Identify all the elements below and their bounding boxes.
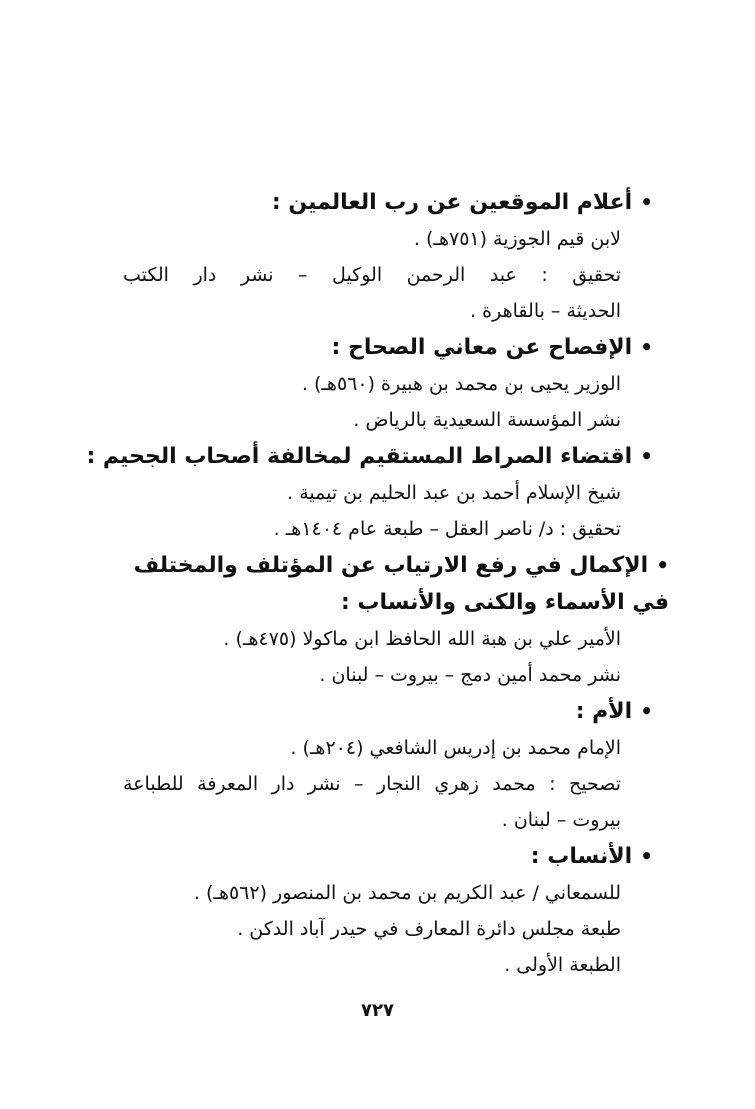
- entry-title: [123, 838, 653, 875]
- reference-entry: [123, 693, 653, 838]
- reference-entry: [123, 184, 653, 329]
- entry-title: [123, 329, 653, 366]
- entry-title-text: الأنساب :: [530, 844, 633, 869]
- entry-line: شيخ الإسلام أحمد بن عبد الحليم بن تيمية .: [287, 482, 621, 504]
- entry-line: نشر المؤسسة السعيدية بالرياض .: [353, 409, 621, 431]
- bullet-icon: •: [640, 444, 653, 468]
- reference-entry: [86, 438, 653, 547]
- entry-title: [123, 693, 653, 730]
- bullet-icon: •: [656, 553, 669, 577]
- entry-line: تحقيق : عبد الرحمن الوكيل – نشر دار الكتب: [123, 264, 621, 286]
- references-list: [86, 184, 669, 983]
- page-number: ٧٢٧: [361, 1000, 394, 1021]
- entry-title-text: الإفصاح عن معاني الصحاح :: [331, 335, 633, 360]
- entry-title: [129, 547, 669, 621]
- entry-line: للسمعاني / عبد الكريم بن محمد بن المنصور (٥٦٢هـ) .: [193, 882, 621, 904]
- entry-title-text: الإكمال في رفع الارتياب عن المؤتلف والمختلف في الأسماء والكنى والأنساب :: [133, 553, 669, 615]
- bullet-icon: •: [640, 844, 653, 868]
- entry-line: طبعة مجلس دائرة المعارف في حيدر آباد الدكن .: [237, 918, 621, 940]
- bullet-icon: •: [640, 699, 653, 723]
- entry-title-text: اقتضاء الصراط المستقيم لمخالفة أصحاب الجحيم :: [86, 444, 633, 469]
- entry-line: الحديثة – بالقاهرة .: [470, 300, 621, 322]
- entry-line: لابن قيم الجوزية (٧٥١هـ) .: [413, 228, 621, 250]
- entry-line: الإمام محمد بن إدريس الشافعي (٢٠٤هـ) .: [290, 737, 621, 759]
- entry-line: بيروت – لبنان .: [501, 809, 621, 831]
- entry-line: تصحيح : محمد زهري النجار – نشر دار المعرفة للطباعة: [123, 773, 621, 795]
- entry-title-text: الأم :: [575, 699, 633, 724]
- reference-entry: [123, 329, 653, 438]
- entry-line: الوزير يحيى بن محمد بن هبيرة (٥٦٠هـ) .: [301, 373, 621, 395]
- entry-line: الطبعة الأولى .: [504, 954, 621, 976]
- bullet-icon: •: [640, 190, 653, 214]
- reference-entry: [123, 547, 669, 693]
- entry-title: [86, 438, 653, 475]
- entry-line: الأمير علي بن هبة الله الحافظ ابن ماكولا (٤٧٥هـ) .: [223, 628, 621, 650]
- entry-line: نشر محمد أمين دمج – بيروت – لبنان .: [319, 664, 621, 686]
- entry-title-text: أعلام الموقعين عن رب العالمين :: [271, 190, 633, 215]
- bullet-icon: •: [640, 335, 653, 359]
- entry-title: [123, 184, 653, 221]
- reference-entry: [123, 838, 653, 983]
- entry-line: تحقيق : د/ ناصر العقل – طبعة عام ١٤٠٤هـ .: [273, 518, 621, 540]
